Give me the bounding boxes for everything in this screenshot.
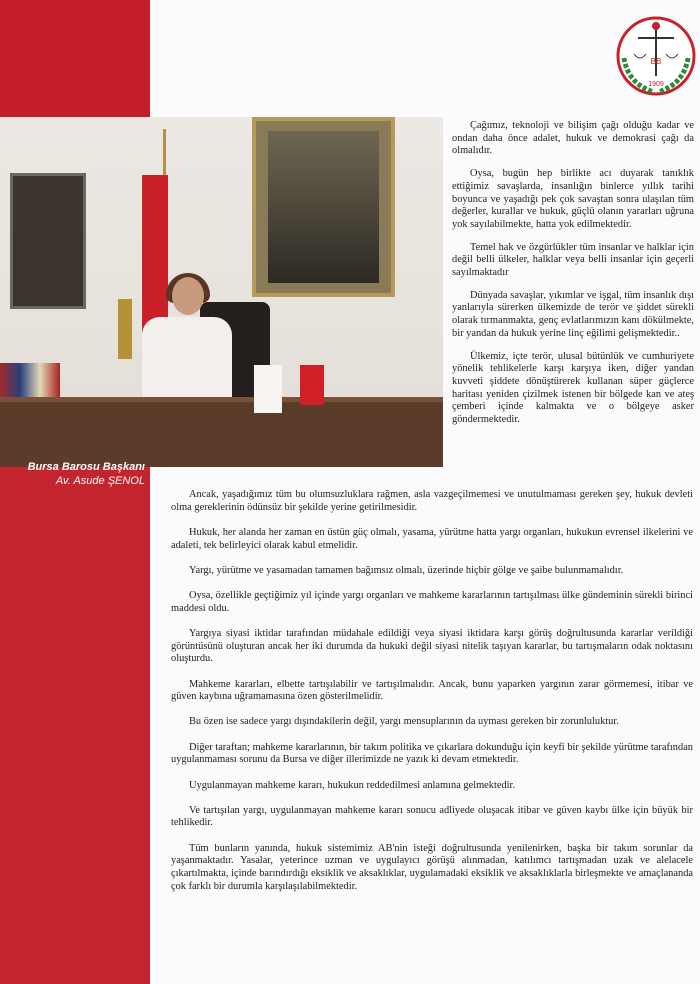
column-paragraph: Çağımız, teknoloji ve bilişim çağı olduğu kadar ve ondan daha önce adalet, hukuk ve demokrasi çağı da olmalıdır. bbox=[452, 120, 694, 157]
column-paragraph: Ülkemiz, içte terör, ulusal bütünlük ve cumhuriyete yönelik tehlikelerle karşı karşıya iken, diğer yandan kuvveti şiddete dönüştürerek kullanan süper güçlerce haritası yeniden çizilmek istenen bir bölgede kan ve ateş çemberi içinde kalmakta ve o bölgeye asker göndermektedir. bbox=[452, 350, 694, 426]
bookshelf bbox=[0, 363, 60, 399]
person-head bbox=[172, 277, 204, 315]
logo-letters: BB bbox=[650, 57, 662, 66]
portrait-image bbox=[268, 131, 379, 283]
column-paragraph: Dünyada savaşlar, yıkımlar ve işgal, tüm insanlık dışı yanlarıyla sürerken ülkemizde de terör ve şiddet sürekli olarak tırmanmakta, genç evlatlarımızın kanı dökülmekte, bir yandan da hukuk yerine linç eğilimi gelişmektedir.. bbox=[452, 289, 694, 339]
body-paragraph: Mahkeme kararları, elbette tartışılabilir ve tartışılmalıdır. Ancak, bunu yaparken yargının zarar görmemesi, itibar ve güven kaybına uğramamasına özen gösterilmelidir. bbox=[171, 678, 693, 703]
body-paragraph: Tüm bunların yanında, hukuk sistemimiz AB'nin isteği doğrultusunda yenilenirken, başka bir takım sorunlar da yaşanmaktadır. Yasalar, yeterince uzman ve uygulayıcı görüşü alınmadan, katılımcı tartışmadan uzak ve alelacele çıkartılmakta, içinde barındırdığı eksiklik ve aksaklıklar, uygulamadaki eksiklik ve aksaklıklarla birleşmekte ve amaçlananda çok farklı bir durumla karşılaşılabilmektedir. bbox=[171, 842, 693, 892]
main-text bbox=[171, 489, 693, 906]
body-paragraph: Oysa, özellikle geçtiğimiz yıl içinde yargı organları ve mahkeme kararlarının tartışılması ülke gündeminin sürekli birinci maddesi oldu. bbox=[171, 590, 693, 614]
portrait-frame bbox=[252, 117, 395, 297]
bar-pennant bbox=[254, 365, 282, 413]
column-paragraph: Oysa, bugün hep birlikte acı duyarak tanıklık ettiğimiz savaşlarda, insanlığın binlerce yıllık tarihi boyunca ve yaşadığı pek çok savaştan sonra ulaşılan tüm değerler, kurallar ve hukuk, güçlü olanın yararları uğruna yok sayılabilmekte, hatta yok edilmektedir. bbox=[452, 168, 694, 230]
body-paragraph: Yargı, yürütme ve yasamadan tamamen bağımsız olmalı, üzerinde hiçbir gölge ve şaibe bulunmamalıdır. bbox=[189, 564, 624, 576]
body-paragraph: Ancak, yaşadığımız tüm bu olumsuzluklara rağmen, asla vazgeçilmemesi ve unutulmaması gereken şey, hukuk devleti olma gereklerinin ödünsüz bir şekilde yerine getirilmesidir. bbox=[171, 489, 693, 513]
body-paragraph: Yargıya siyasi iktidar tarafından müdahale edildiği veya siyasi iktidara karşı görüş doğrultusunda kararlar verildiği görüntüsünü oluşturan ancak her iki durumda da hukuki değil siyasi nitelik taşıyan kararlar, bu tartışmaların odak noktasını oluşturdu. bbox=[171, 627, 693, 665]
photo-caption bbox=[0, 460, 145, 488]
caption-title: Bursa Barosu Başkanı bbox=[27, 461, 145, 473]
person-figure bbox=[142, 277, 232, 412]
column-paragraph: Temel hak ve özgürlükler tüm insanlar ve halklar için değil belli ülkeler, halklar veya belli insanlar için geçerli sayılmaktadır bbox=[452, 241, 694, 279]
body-paragraph: Ve tartışılan yargı, uygulanmayan mahkeme kararı sonucu adliyede oluşacak itibar ve güven kaybı ülke için büyük bir tehlikedir. bbox=[171, 804, 693, 829]
red-sidebar-top bbox=[0, 0, 150, 117]
body-paragraph: Uygulanmayan mahkeme kararı, hukukun reddedilmesi anlamına gelmektedir. bbox=[189, 779, 516, 791]
caption-name: Av. Asude ŞENOL bbox=[55, 475, 145, 487]
intro-column bbox=[452, 120, 694, 437]
body-paragraph: Bu özen ise sadece yargı dışındakilerin değil, yargı mensuplarının da uyması gereken bir zorunluluktur. bbox=[189, 716, 619, 728]
office-photo bbox=[0, 117, 443, 467]
justice-statue bbox=[118, 299, 132, 359]
body-paragraph: Diğer taraftan; mahkeme kararlarının, bir takım politika ve çıkarlara dokunduğu için keyfi bir şekilde yürütme tarafından uygulanmaması sorunu da Bursa ve diğer illerimizde ne yazık ki devam etmektedir. bbox=[171, 741, 693, 766]
desk bbox=[0, 402, 443, 467]
photo-window bbox=[10, 173, 86, 309]
bar-association-logo-icon bbox=[614, 14, 698, 98]
desk-flag bbox=[300, 365, 324, 405]
logo-year: 1909 bbox=[648, 81, 664, 88]
body-paragraph: Hukuk, her alanda her zaman en üstün güç olmalı, yasama, yürütme hatta yargı organları, hukukun evrensel ilkelerini ve adaleti, tek belirleyici olarak kabul etmelidir. bbox=[171, 526, 693, 551]
